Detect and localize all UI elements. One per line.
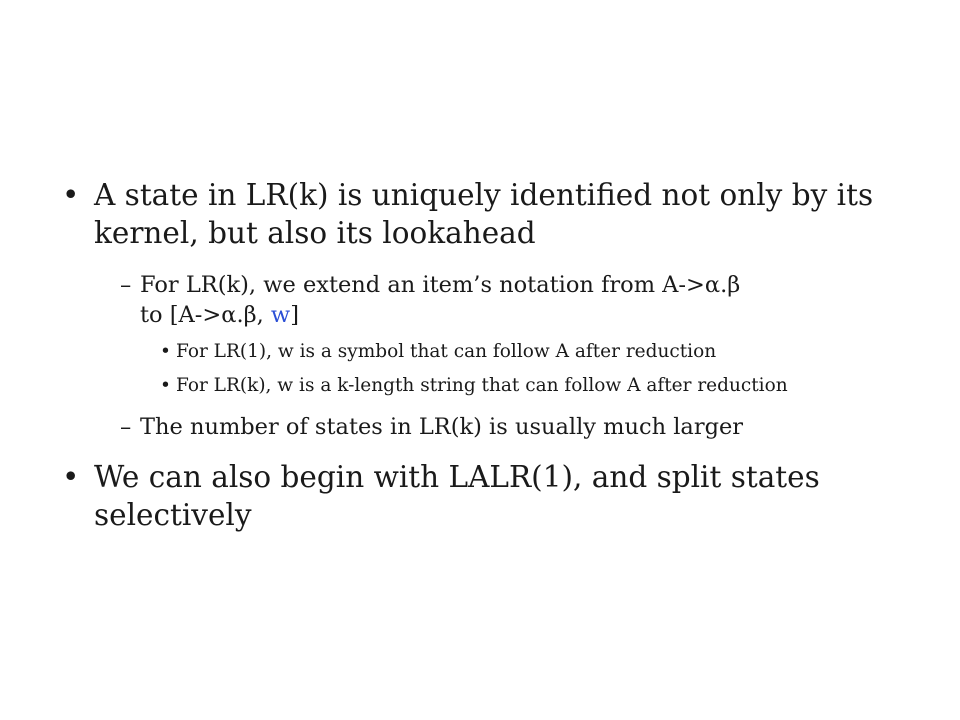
notation-text-pre: For LR(k), we extend an item’s notation from A-> [140, 272, 705, 298]
states-text: The number of states in LR(k) is usually much larger [140, 414, 744, 440]
bullet-2 [62, 458, 922, 534]
beta-symbol: β [727, 272, 741, 298]
bullet-1-text: A state in LR(k) is uniquely identified not only by its kernel, but also its lookahead [94, 178, 874, 250]
bullet-2-text: We can also begin with LALR(1), and split states selectively [94, 460, 820, 532]
lr1-text: For LR(1), w is a symbol that can follow A after reduction [176, 341, 717, 362]
bullet-marker-small: • [160, 341, 171, 362]
alpha-symbol: α [704, 272, 721, 298]
notation-line2-pre: to [A-> [140, 302, 222, 328]
dash-marker: – [120, 414, 132, 440]
bullet-marker: • [62, 460, 80, 494]
comma: , [256, 302, 271, 328]
slide-body [62, 176, 922, 534]
beta-symbol-2: β [243, 302, 257, 328]
close-bracket: ] [290, 302, 299, 328]
sub-bullet-states [62, 412, 922, 442]
sub-bullet-notation [62, 270, 922, 330]
bullet-1 [62, 176, 922, 252]
dot-symbol: . [720, 272, 728, 298]
lrk-text: For LR(k), w is a k-length string that can follow A after reduction [176, 375, 788, 396]
sub-sub-bullet-lrk [62, 374, 922, 398]
sub-sub-bullet-lr1 [62, 340, 922, 364]
dot-symbol-2: . [236, 302, 244, 328]
dash-marker: – [120, 272, 132, 298]
bullet-marker: • [62, 178, 80, 212]
bullet-marker-small: • [160, 375, 171, 396]
alpha-symbol-2: α [221, 302, 237, 328]
lookahead-w: w [270, 302, 291, 328]
